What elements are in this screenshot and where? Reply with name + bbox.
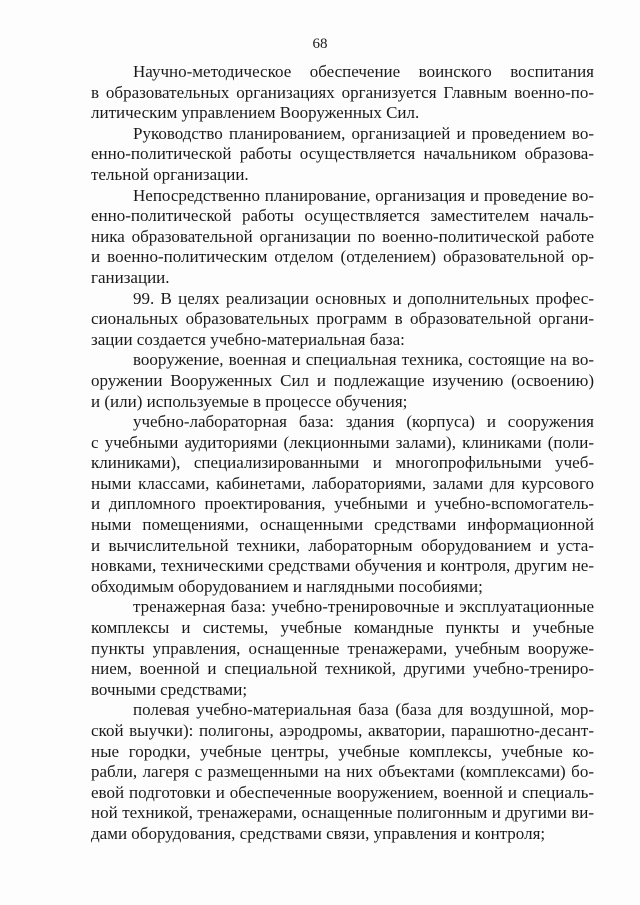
text-line: ской выучки): полигоны, аэродромы, акватории, парашютно-десант- <box>91 721 594 740</box>
text-line: и вычислительной техники, лабораторным оборудованием и уста- <box>91 535 594 555</box>
text-line: учебно-лабораторная база: здания (корпуса) и сооружения <box>133 412 594 432</box>
paragraph <box>91 124 594 186</box>
text-line: полевая учебно-материальная база (база для воздушной, мор- <box>133 700 594 720</box>
paragraph <box>91 289 594 351</box>
paragraph <box>91 597 594 700</box>
text-line: вооружение, военная и специальная техника, состоящие на во- <box>133 350 594 370</box>
text-line: ные городки, учебные центры, учебные комплексы, учебные ко- <box>91 741 594 761</box>
text-line: енно-политической работы осуществляется заместителем началь- <box>91 206 594 226</box>
text-line: евой подготовки и обеспеченные вооружением, военной и специаль- <box>91 782 594 802</box>
text-line: ной техникой, тренажерами, оснащенные полигонным и другими ви- <box>91 803 594 823</box>
text-line: и дипломного проектирования, учебными и учебно-вспомогатель- <box>91 494 594 514</box>
paragraph <box>91 62 594 124</box>
text-line: ными классами, кабинетами, лабораториями, залами для курсового <box>91 473 594 493</box>
text-line: оружении Вооруженных Сил и подлежащие изучению (освоению) <box>91 370 594 390</box>
text-line: обходимым оборудованием и наглядными пособиями; <box>91 576 483 596</box>
text-line: ными помещениями, оснащенными средствами информационной <box>91 515 594 535</box>
text-line: рабли, лагеря с размещенными на них объектами (комплексами) бо- <box>91 762 594 782</box>
text-line: Руководство планированием, организацией и проведением во- <box>133 123 594 143</box>
paragraph <box>91 700 594 844</box>
text-line: литическим управлением Вооруженных Сил. <box>91 103 420 123</box>
text-line: клиниками), специализированными и многопрофильными учеб- <box>91 453 594 473</box>
text-line: ника образовательной организации по военно-политической работе <box>91 226 594 246</box>
text-line: и военно-политическим отделом (отделением) образовательной ор- <box>91 247 594 267</box>
text-line: тренажерная база: учебно-тренировочные и эксплуатационные <box>133 597 594 617</box>
text-line: в образовательных организациях организуется Главным военно-по- <box>91 82 594 102</box>
text-line: с учебными аудиториями (лекционными залами), клиниками (поли- <box>91 432 594 452</box>
document-body <box>91 62 594 845</box>
page-number: 68 <box>312 36 328 52</box>
text-line: пункты управления, оснащенные тренажерами, учебным вооруже- <box>91 638 594 658</box>
paragraph <box>91 412 594 597</box>
text-line: тельной организации. <box>91 164 249 184</box>
text-line: нием, военной и специальной техникой, другими учебно-трениро- <box>91 659 594 679</box>
text-line: 99. В целях реализации основных и дополнительных профес- <box>133 288 594 308</box>
text-line: Непосредственно планирование, организация и проведение во- <box>133 185 594 205</box>
text-line: зации создается учебно-материальная база: <box>91 329 405 349</box>
text-line: новками, техническими средствами обучения и контроля, другим не- <box>91 556 594 576</box>
text-line: комплексы и системы, учебные командные пункты и учебные <box>91 618 594 638</box>
text-line: Научно-методическое обеспечение воинского воспитания <box>133 62 594 81</box>
text-line: ганизации. <box>91 267 170 287</box>
paragraph <box>91 350 594 412</box>
text-line: и (или) используемые в процессе обучения; <box>91 391 408 411</box>
paragraph <box>91 186 594 289</box>
text-line: сиональных образовательных программ в образовательной органи- <box>91 309 594 329</box>
text-line: енно-политической работы осуществляется начальником образова- <box>91 144 594 164</box>
text-line: вочными средствами; <box>91 679 248 699</box>
text-line: дами оборудования, средствами связи, управления и контроля; <box>91 823 546 843</box>
